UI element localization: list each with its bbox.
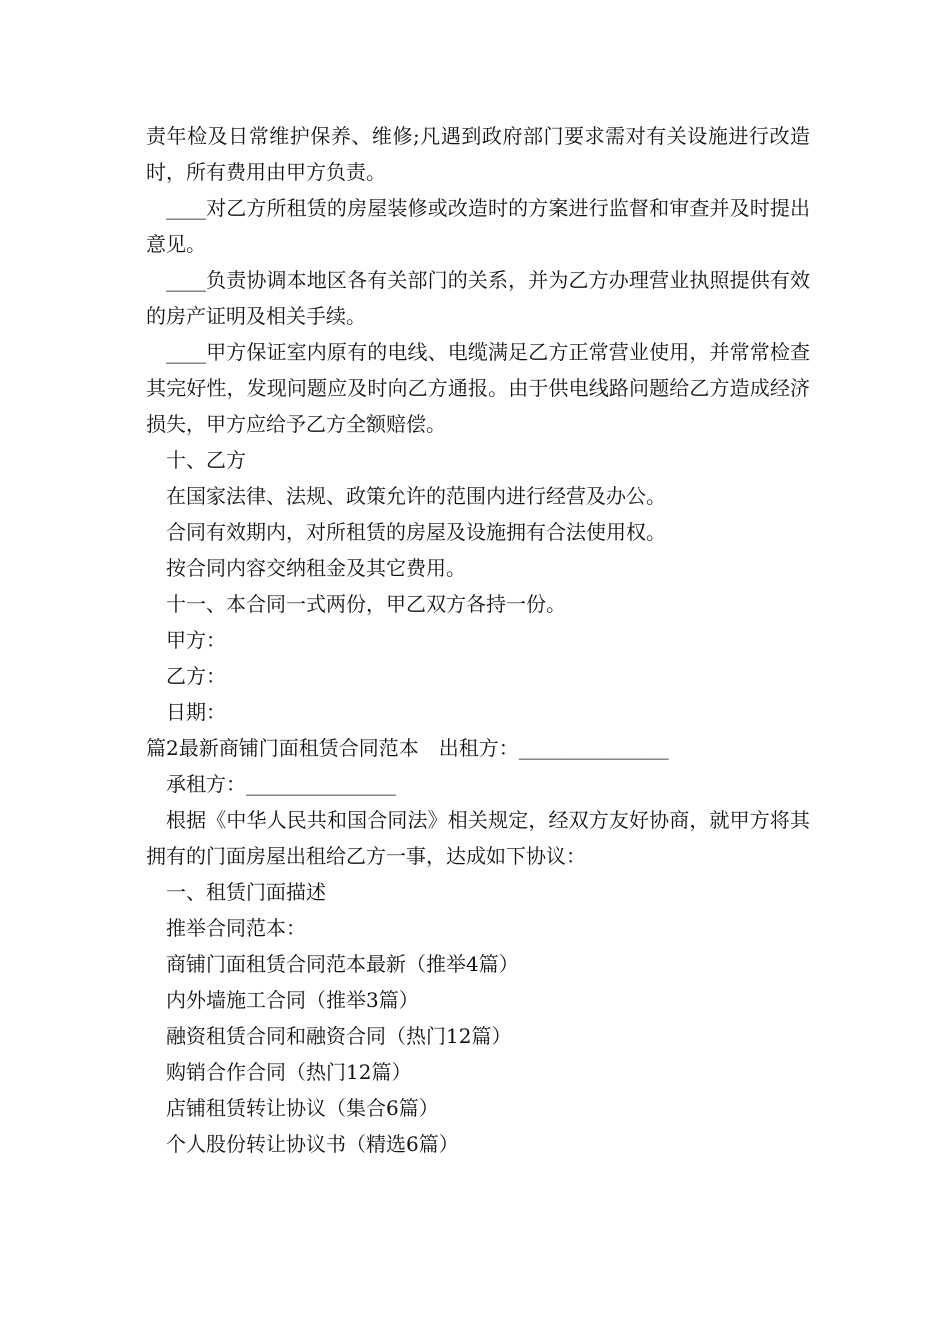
recommended-link-3[interactable]: 融资租赁合同和融资合同（热门12篇） [166, 1024, 512, 1048]
paragraph-agreement-basis: 根据《中华人民共和国合同法》相关规定，经双方友好协商，就甲方将其拥有的门面房屋出租给乙方一事，达成如下协议： [146, 808, 810, 868]
document-page [146, 118, 810, 1162]
recommended-link-6[interactable]: 个人股份转让协议书（精选6篇） [166, 1132, 459, 1156]
signature-date: 日期： [166, 700, 226, 724]
lessee-line: 承租方：_______________ [166, 772, 396, 796]
section-heading-copies: 十一、本合同一式两份，甲乙双方各持一份。 [166, 592, 566, 616]
paragraph-coordination: ____负责协调本地区各有关部门的关系，并为乙方办理营业执照提供有效的房产证明及相关手续。 [146, 268, 810, 328]
section-heading-party-b: 十、乙方 [166, 448, 246, 472]
section-title-contract-2: 篇2最新商铺门面租赁合同范本 出租方：_______________ [146, 736, 669, 760]
signature-party-a: 甲方： [166, 628, 226, 652]
recommended-link-4[interactable]: 购销合作合同（热门12篇） [166, 1060, 412, 1084]
paragraph-usage-right: 合同有效期内，对所租赁的房屋及设施拥有合法使用权。 [166, 520, 666, 544]
paragraph-rent-payment: 按合同内容交纳租金及其它费用。 [166, 556, 466, 580]
paragraph-renovation-supervision: ____对乙方所租赁的房屋装修或改造时的方案进行监督和审查并及时提出意见。 [146, 196, 810, 256]
paragraph-lawful-operation: 在国家法律、法规、政策允许的范围内进行经营及办公。 [166, 484, 666, 508]
recommended-link-1[interactable]: 商铺门面租赁合同范本最新（推举4篇） [166, 952, 519, 976]
recommended-link-5[interactable]: 店铺租赁转让协议（集合6篇） [166, 1096, 439, 1120]
paragraph-electrical-guarantee: ____甲方保证室内原有的电线、电缆满足乙方正常营业使用，并常常检查其完好性，发现问题应及时向乙方通报。由于供电线路问题给乙方造成经济损失，甲方应给予乙方全额赔偿。 [146, 340, 810, 436]
recommended-link-2[interactable]: 内外墙施工合同（推举3篇） [166, 988, 419, 1012]
paragraph-facility-maintenance: 责年检及日常维护保养、维修;凡遇到政府部门要求需对有关设施进行改造时，所有费用由甲方负责。 [146, 124, 810, 184]
signature-party-b: 乙方： [166, 664, 226, 688]
recommended-heading: 推举合同范本： [166, 916, 306, 940]
section-heading-storefront-description: 一、租赁门面描述 [166, 880, 326, 904]
